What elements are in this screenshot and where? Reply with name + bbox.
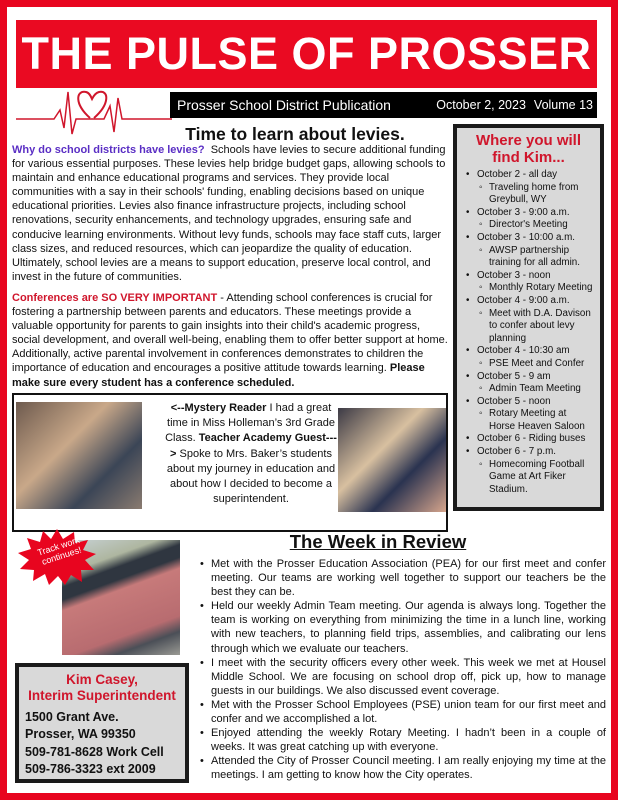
- sidebar-title: Where you will find Kim...: [475, 132, 581, 166]
- schedule-date: • October 6 - 7 p.m.: [463, 446, 594, 459]
- newsletter-title: THE PULSE OF PROSSER: [16, 20, 597, 88]
- issue-volume: Volume 13: [533, 98, 593, 112]
- teacher-academy-photo: [338, 408, 446, 512]
- schedule-date: • October 5 - noon: [463, 396, 594, 409]
- conferences-body: - Attending school conferences is crucial for fostering a partnership between parents and educators. These meetings provide a valuable opportunity for parents to gain insights into their child's academic progress, social development, and overall well-being, enabling them to offer better support at home. Additionally, active parental involvement in conferences demonstrates to children the importance of education and encourages a positive attitude towards learning.: [12, 292, 448, 375]
- list-item: • Enjoyed attending the weekly Rotary Meeting. I hadn’t been in a couple of weeks. It was great catching up with everyone.: [198, 726, 606, 754]
- levies-question: Why do school districts have levies?: [12, 144, 205, 156]
- conferences-paragraph: [12, 291, 450, 390]
- week-review-heading: The Week in Review: [289, 531, 467, 552]
- schedule-detail: ◦ Admin Team Meeting: [463, 383, 594, 396]
- conferences-emphasis: Please make sure every student has a conference scheduled.: [12, 362, 425, 389]
- mystery-reader-photo: [16, 402, 142, 509]
- schedule-detail: ◦ PSE Meet and Confer: [463, 358, 594, 371]
- where-is-kim-sidebar: [453, 124, 604, 511]
- teacher-academy-label: Teacher Academy Guest--->: [170, 432, 337, 460]
- schedule-detail: ◦ Rotary Meeting at Horse Heaven Saloon: [463, 408, 594, 433]
- schedule-detail: ◦ Monthly Rotary Meeting: [463, 282, 594, 295]
- list-item: • Attended the City of Prosser Council meeting. I am really enjoying my time at the meetings. I am getting to know how the City operates.: [198, 754, 606, 782]
- list-item: • Met with the Prosser Education Association (PEA) for our first meet and confer meeting. Our teams are working well together to support our teachers be the best they can be.: [198, 557, 606, 599]
- contact-address-1: 1500 Grant Ave.: [25, 710, 119, 724]
- caption-text-1: I had a great time in Miss Holleman’s 3rd Grade Class.: [165, 402, 335, 445]
- mystery-reader-label: <--Mystery Reader: [170, 402, 267, 414]
- list-item: • Met with the Prosser School Employees (PSE) union team for our first meet and confer and we accomplished a lot.: [198, 698, 606, 726]
- contact-phone-1: 509-781-8628 Work Cell: [25, 744, 164, 759]
- issue-date: October 2, 2023: [436, 98, 526, 112]
- schedule-detail: ◦ AWSP partnership training for all admin.: [463, 245, 594, 270]
- levies-heading: Time to learn about levies.: [185, 124, 405, 144]
- schedule-detail: ◦ Director's Meeting: [463, 219, 594, 232]
- conferences-lead: Conferences are SO VERY IMPORTANT: [12, 292, 218, 304]
- schedule-date: • October 4 - 9:00 a.m.: [463, 295, 594, 308]
- schedule-date: • October 6 - Riding buses: [463, 433, 594, 446]
- photo-feature-box: [12, 393, 448, 532]
- levies-body: Schools have levies to secure additional funding for various essential purposes. These levies help bridge budget gaps, allowing schools to maintain and enhance educational programs and services. They provide local communities with a say in their schools' funding, enabling decisions based on unique educational priorities. Levies also finance infrastructure projects, including school renovations, security enhancements, and technology upgrades, ensuring safe and conducive learning environments. Without levy funds, schools may face staff cuts, larger class sizes, and reduced resources, which can jeopardize the quality of education. Ultimately, school levies are a means to support education, preserve local control, and invest in the future of communities.: [12, 144, 446, 283]
- schedule-date: • October 3 - 9:00 a.m.: [463, 207, 594, 220]
- schedule-detail: ◦ Traveling home from Greybull, WY: [463, 182, 594, 207]
- list-item: • I meet with the security officers every other week. This week we met at Housel Middle School. We are focusing on school drop off, pick up, how to manage guests in our buildings. We also discussed event coverage.: [198, 656, 606, 698]
- schedule-date: • October 3 - noon: [463, 270, 594, 283]
- levies-paragraph: [12, 143, 450, 284]
- caption-text-2: Spoke to Mrs. Baker’s students about my journey in education and about how I decided to become a superintendent.: [166, 447, 336, 506]
- publication-bar: [170, 92, 597, 118]
- list-item: • Held our weekly Admin Team meeting. Our agenda is always long. Together the team is working on everything from minimizing the time in a lunch line, working with new teachers, to planning field trips, assemblies, and calibrating our lens through which we evaluate our teachers.: [198, 599, 606, 655]
- schedule-detail: ◦ Meet with D.A. Davison to confer about levy planning: [463, 308, 594, 346]
- schedule-date: • October 3 - 10:00 a.m.: [463, 232, 594, 245]
- contact-name: Kim Casey,: [66, 672, 138, 687]
- schedule-date: • October 5 - 9 am: [463, 371, 594, 384]
- contact-card: [15, 663, 189, 783]
- contact-role: Interim Superintendent: [28, 688, 176, 703]
- publication-name: Prosser School District Publication: [177, 97, 391, 113]
- schedule-date: • October 2 - all day: [463, 169, 594, 182]
- week-review-list: [198, 557, 606, 783]
- photo-caption: [162, 401, 340, 507]
- contact-address-2: Prosser, WA 99350: [25, 727, 136, 742]
- contact-phone-2: 509-786-3323 ext 2009: [25, 761, 156, 776]
- schedule-detail: ◦ Homecoming Football Game at Art Fiker Stadium.: [463, 459, 594, 497]
- track-badge-text: Track work continues!: [36, 534, 83, 567]
- schedule-list: [463, 169, 594, 496]
- schedule-date: • October 4 - 10:30 am: [463, 345, 594, 358]
